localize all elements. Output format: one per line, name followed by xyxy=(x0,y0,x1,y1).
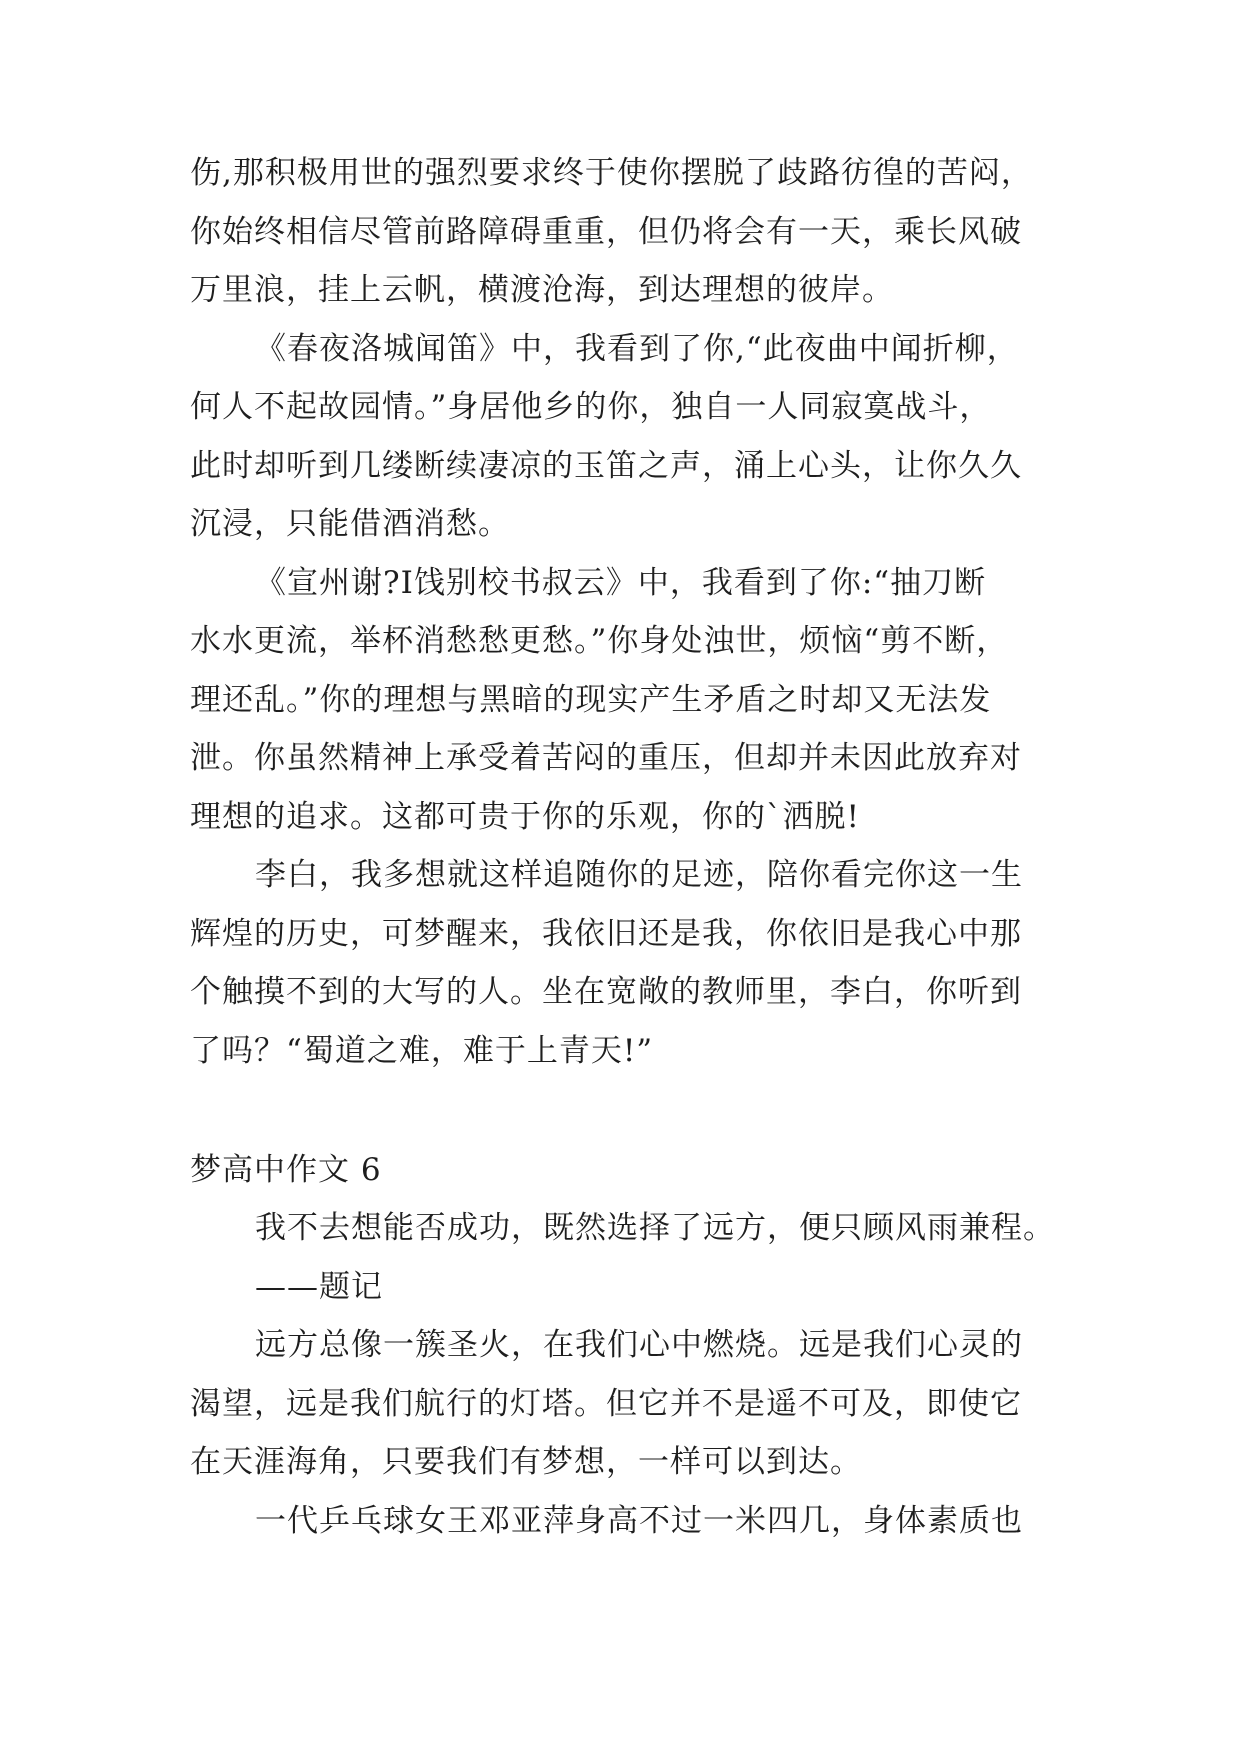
text-line-9: 水水更流，举杯消愁愁更愁。”你身处浊世，烦恼“剪不断， xyxy=(190,623,1009,659)
text-line-14: 辉煌的历史，可梦醒来，我依旧还是我，你依旧是我心中那 xyxy=(190,916,1022,952)
text-line-4: 《春夜洛城闻笛》中，我看到了你,“此夜曲中闻折柳， xyxy=(255,331,1019,367)
text-line-19: 远方总像一簇圣火，在我们心中燃烧。远是我们心灵的 xyxy=(255,1327,1023,1363)
text-line-12: 理想的追求。这都可贵于你的乐观，你的`洒脱! xyxy=(190,799,860,835)
text-line-11: 泄。你虽然精神上承受着苦闷的重压，但却并未因此放弃对 xyxy=(190,740,1022,776)
text-line-21: 在天涯海角，只要我们有梦想，一样可以到达。 xyxy=(190,1444,862,1480)
text-line-17: 我不去想能否成功，既然选择了远方，便只顾风雨兼程。 xyxy=(255,1210,1055,1246)
text-line-10: 理还乱。”你的理想与黑暗的现实产生矛盾之时却又无法发 xyxy=(190,682,992,718)
text-line-8: 《宣州谢?I饯别校书叔云》中，我看到了你:“抽刀断 xyxy=(255,565,987,601)
text-line-20: 渴望，远是我们航行的灯塔。但它并不是遥不可及，即使它 xyxy=(190,1386,1022,1422)
text-line-1: 伤,那积极用世的强烈要求终于使你摆脱了歧路彷徨的苦闷， xyxy=(190,155,1033,191)
text-line-7: 沉浸，只能借酒消愁。 xyxy=(190,506,510,542)
text-line-13: 李白，我多想就这样追随你的足迹，陪你看完你这一生 xyxy=(255,857,1023,893)
text-line-2: 你始终相信尽管前路障碍重重，但仍将会有一天，乘长风破 xyxy=(190,214,1022,250)
text-line-18: ——题记 xyxy=(255,1269,383,1305)
text-line-16: 了吗？“蜀道之难，难于上青天!” xyxy=(190,1033,654,1069)
text-line-5: 何人不起故园情。”身居他乡的你，独自一人同寂寞战斗， xyxy=(190,389,992,425)
text-line-22: 一代乒乓球女王邓亚萍身高不过一米四几，身体素质也 xyxy=(255,1503,1023,1539)
section-heading: 梦高中作文 6 xyxy=(190,1152,382,1188)
text-line-15: 个触摸不到的大写的人。坐在宽敞的教师里，李白，你听到 xyxy=(190,974,1022,1010)
text-line-3: 万里浪，挂上云帆，横渡沧海，到达理想的彼岸。 xyxy=(190,272,894,308)
text-line-6: 此时却听到几缕断续凄凉的玉笛之声，涌上心头，让你久久 xyxy=(190,448,1022,484)
